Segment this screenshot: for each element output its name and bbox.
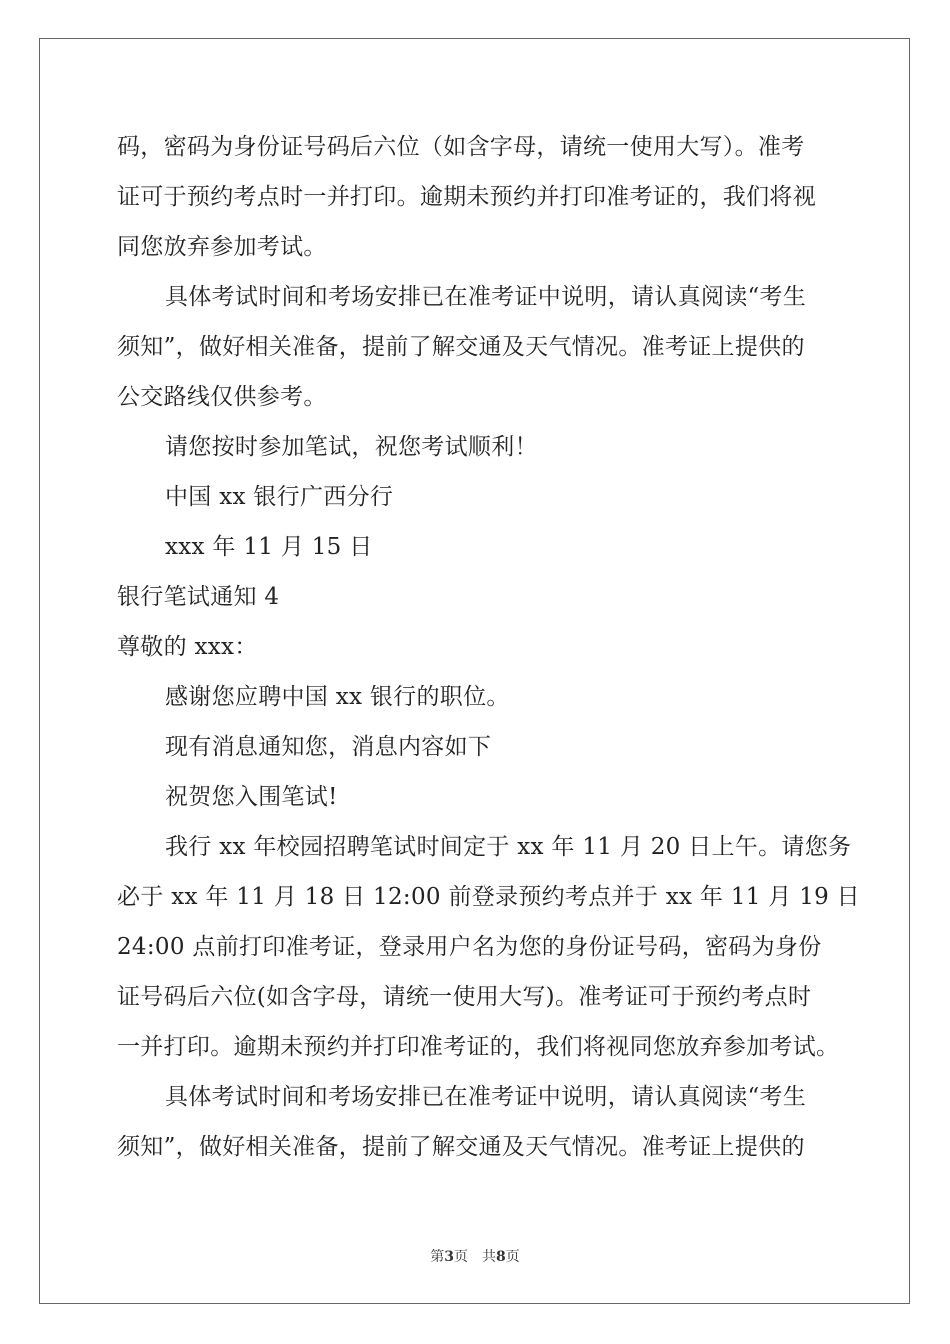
text-line: 具体考试时间和考场安排已在准考证中说明，请认真阅读“考生 — [165, 284, 807, 310]
text-line: 我行 xx 年校园招聘笔试时间定于 xx 年 11 月 20 日上午。请您务 — [165, 834, 852, 860]
text-line: xxx 年 11 月 15 日 — [165, 534, 373, 560]
page-footer — [0, 1246, 950, 1266]
text-line: 银行笔试通知 4 — [117, 584, 280, 610]
current-page-number: 3 — [444, 1249, 454, 1265]
text-line: 须知”，做好相关准备，提前了解交通及天气情况。准考证上提供的 — [117, 334, 805, 360]
text-line: 现有消息通知您，消息内容如下 — [165, 734, 492, 760]
text-line: 祝贺您入围笔试! — [165, 784, 338, 810]
text-line: 必于 xx 年 11 月 18 日 12:00 前登录预约考点并于 xx 年 11 月 19 日 — [117, 884, 860, 910]
text-line: 公交路线仅供参考。 — [117, 384, 327, 410]
text-line: 同您放弃参加考试。 — [117, 234, 327, 260]
document-body — [117, 122, 860, 1172]
total-page-count: 8 — [496, 1249, 506, 1265]
text-line: 一并打印。逾期未预约并打印准考证的，我们将视同您放弃参加考试。 — [117, 1034, 840, 1060]
text-line: 码，密码为身份证号码后六位（如含字母，请统一使用大写）。准考 — [117, 134, 805, 160]
text-line: 证可于预约考点时一并打印。逾期未预约并打印准考证的，我们将视 — [117, 184, 816, 210]
footer-suffix: 页 — [505, 1249, 520, 1265]
text-line: 尊敬的 xxx： — [117, 634, 258, 660]
footer-prefix: 第 — [430, 1249, 445, 1265]
text-line: 具体考试时间和考场安排已在准考证中说明，请认真阅读“考生 — [165, 1084, 807, 1110]
footer-mid: 页 共 — [454, 1249, 496, 1265]
text-line: 中国 xx 银行广西分行 — [165, 484, 394, 510]
text-line: 须知”，做好相关准备，提前了解交通及天气情况。准考证上提供的 — [117, 1134, 805, 1160]
text-line: 证号码后六位(如含字母，请统一使用大写)。准考证可于预约考点时 — [117, 984, 812, 1010]
text-line: 24:00 点前打印准考证，登录用户名为您的身份证号码，密码为身份 — [117, 934, 822, 960]
text-line: 请您按时参加笔试，祝您考试顺利！ — [165, 434, 538, 460]
text-line: 感谢您应聘中国 xx 银行的职位。 — [165, 684, 510, 710]
